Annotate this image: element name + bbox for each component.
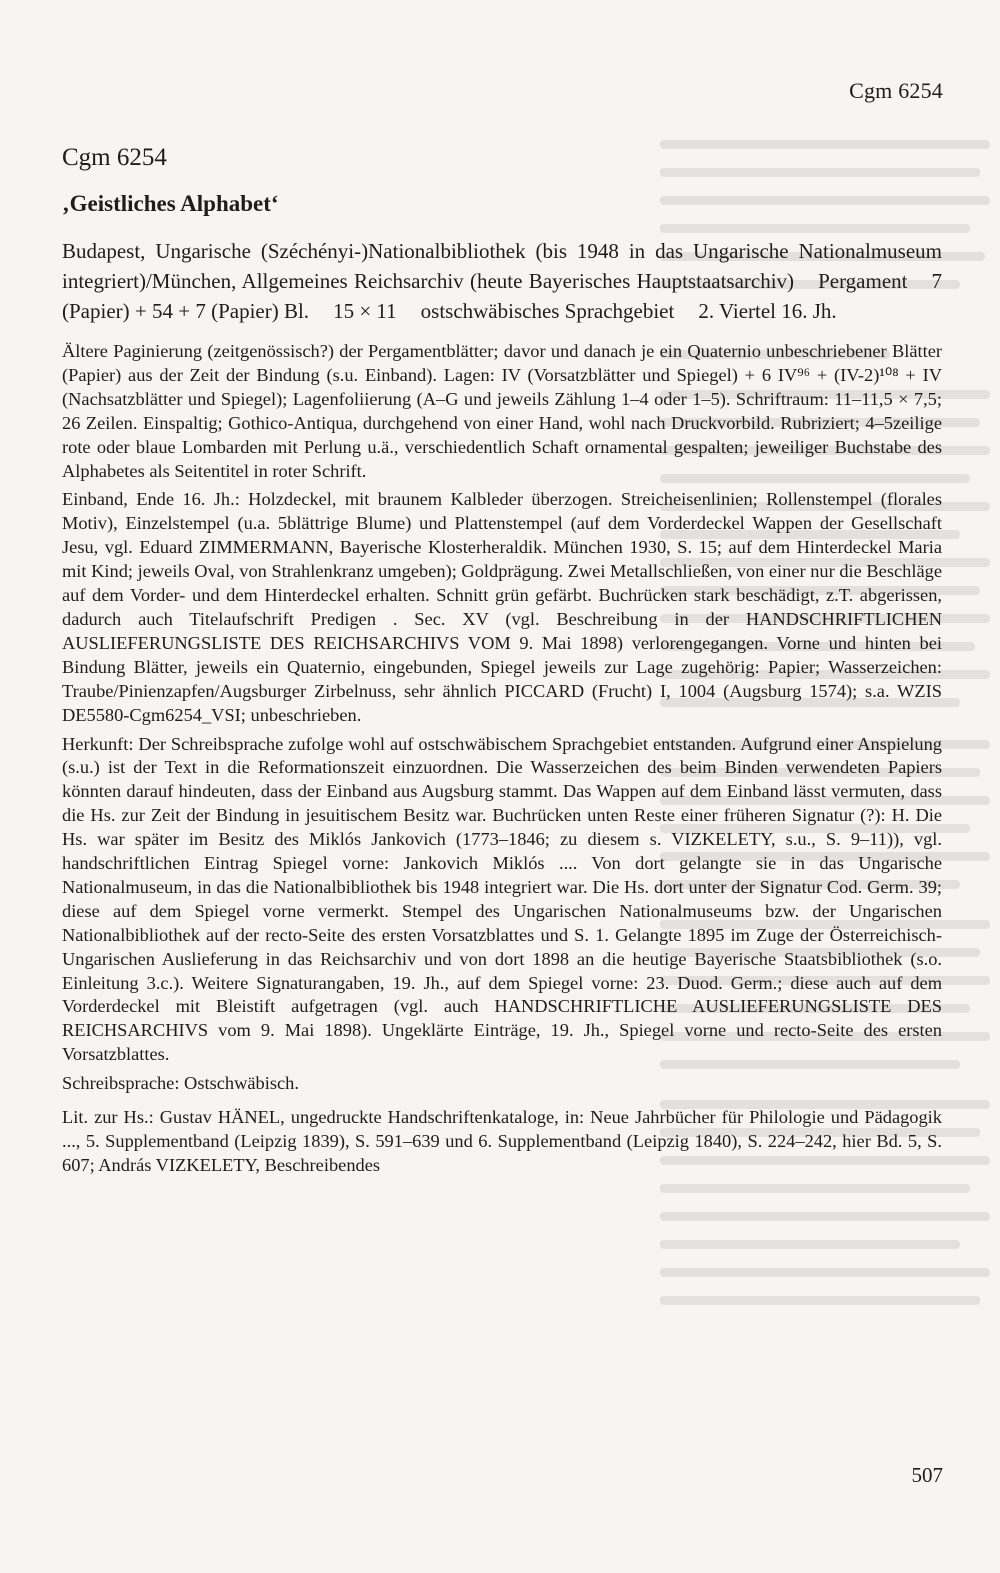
provenance-paragraph: Herkunft: Der Schreibsprache zufolge wohl auf ostschwäbischem Sprachgebiet entstanden. Aufgrund einer Anspielung (s.u.) ist der Text in die Reformationszeit einzuordnen. Die Wasserzeichen des beim Binden verwendeten Papiers könnten darauf hindeuten, dass der Einband aus Augsburg stammt. Das Wappen auf dem Einband lässt vermuten, dass die Hs. zur Zeit der Bindung in jesuitischem Besitz war. Buchrücken unten Reste einer früheren Signatur (?): H. Die Hs. war später im Besitz des Miklós Jankovich (1773–1846; zu diesem s. VIZKELETY, s.u., S. 9–11)), vgl. handschriftlichen Eintrag Spiegel vorne: Jankovich Miklós .... Von dort gelangte sie in das Ungarische Nationalmuseum, in das die Nationalbibliothek bis 1948 integriert war. Die Hs. dort unter der Signatur Cod. Germ. 39; diese auf dem Spiegel vorne vermerkt. Stempel des Ungarischen Nationalmuseums bzw. der Ungarischen Nationalbibliothek auf der recto-Seite des ersten Vorsatzblattes und S. 1. Gelangte 1895 im Zuge der Österreichisch-Ungarischen Auslieferung in das Reichsarchiv und von dort 1898 an die heutige Bayerische Staatsbibliothek (s.o. Einleitung 3.c.). Weitere Signaturangaben, 19. Jh., auf dem Spiegel vorne: 23. Duod. Germ.; diese auch auf dem Vorderdeckel mit Bleistift aufgetragen (vgl. auch HANDSCHRIFTLICHE AUSLIEFERUNGSLISTE DES REICHSARCHIVS vom 9. Mai 1898). Ungeklärte Einträge, 19. Jh., Spiegel vorne und recto-Seite des ersten Vorsatzblattes. (62, 733, 942, 1065)
signature-heading: Cgm 6254 (62, 144, 167, 171)
location: Budapest, Ungarische (Széchényi-)Nationalbibliothek (bis 1948 in das Ungarische Nationalmuseum integriert)/München, Allgemeines Reichsarchiv (heute Bayerisches Hauptstaatsarchiv) (62, 239, 942, 293)
header-block (62, 236, 942, 326)
leaf-count: 7 (Papier) + 54 + 7 (Papier) Bl. (62, 269, 942, 323)
running-head: Cgm 6254 (849, 78, 943, 103)
binding-paragraph: Einband, Ende 16. Jh.: Holzdeckel, mit braunem Kalbleder überzogen. Streicheisenlinien; Rollenstempel (florales Motiv), Einzelstempel (u.a. 5blättrige Blume) und Plattenstempel (auf dem Vorderdeckel Wappen der Gesellschaft Jesu, vgl. Eduard ZIMMERMANN, Bayerische Klosterheraldik. München 1930, S. 15; auf dem Hinterdeckel Maria mit Kind; jeweils Oval, von Strahlenkranz umgeben); Goldprägung. Zwei Metallschließen, von einer nur die Beschläge auf dem Vorder- und dem Hinterdeckel erhalten. Schnitt grün gefärbt. Buchrücken stark beschädigt, z.T. abgerissen, dadurch auch Titelaufschrift Predigen . Sec. XV (vgl. Beschreibung in der HANDSCHRIFTLICHEN AUSLIEFERUNGSLISTE DES REICHSARCHIVS VOM 9. Mai 1898) verlorengegangen. Vorne und hinten bei Bindung Blätter, jeweils ein Quaternio, eingebunden, Spiegel jeweils zur Lage zugehörig: Papier; Wasserzeichen: Traube/Pinienzapfen/Augsburger Zirbelnuss, sehr ähnlich PICCARD (Frucht) I, 1004 (Augsburg 1574); s.a. WZIS DE5580-Cgm6254_VSI; unbeschrieben. (62, 489, 942, 725)
page-number: 507 (911, 1463, 943, 1487)
date: 2. Viertel 16. Jh. (698, 299, 837, 323)
catalog-entry (62, 140, 942, 1183)
material: Pergament (818, 269, 908, 293)
scribal-language-paragraph: Schreibsprache: Ostschwäbisch. (62, 1073, 299, 1094)
work-title: ‚Geistliches Alphabet‘ (62, 191, 279, 216)
language-region: ostschwäbisches Sprachgebiet (420, 299, 675, 323)
codicology-paragraph: Ältere Paginierung (zeitgenössisch?) der Pergamentblätter; davor und danach je ein Quaternio unbeschriebener Blätter (Papier) aus der Zeit der Bindung (s.u. Einband). Lagen: IV (Vorsatzblätter und Spiegel) + 6 IV⁹⁶ + (IV-2)¹⁰⁸ + IV (Nachsatzblätter und Spiegel); Lagenfoliierung (A–G und jeweils Zählung 1–4 oder 1–5). Schriftraum: 11–11,5 × 7,5; 26 Zeilen. Einspaltig; Gothico-Antiqua, durchgehend von einer Hand, wohl nach Druckvorbild. Rubriziert; 4–5zeilige rote oder blaue Lombarden mit Perlung u.ä., verschiedentlich Schaft ornamental gespalten; jeweiliger Buchstabe des Alphabetes als Seitentitel in roter Schrift. (62, 341, 942, 481)
format: 15 × 11 (333, 299, 397, 323)
literature-paragraph: Lit. zur Hs.: Gustav HÄNEL, ungedruckte Handschriftenkataloge, in: Neue Jahrbücher für Philologie und Pädagogik ..., 5. Supplementband (Leipzig 1839), S. 591–639 und 6. Supplementband (Leipzig 1840), S. 224–242, hier Bd. 5, S. 607; András VIZKELETY, Beschreibendes (62, 1107, 942, 1175)
